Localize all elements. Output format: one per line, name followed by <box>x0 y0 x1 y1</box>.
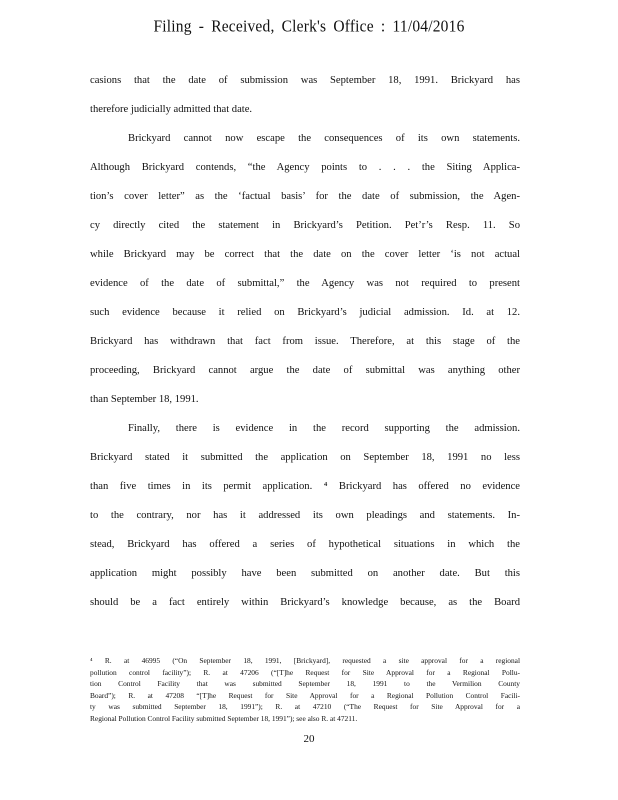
body-line: while Brickyard may be correct that the date on the cover letter ‘is not actual <box>90 249 520 260</box>
body-line: cy directly cited the statement in Brickyard’s Petition. Pet’r’s Resp. 11. So <box>90 220 520 231</box>
footnote-line: Regional Pollution Control Facility submitted September 18, 1991”); see also R. at 47211. <box>90 713 358 723</box>
footnote-line: Board”); R. at 47208 “[T]he Request for Site Approval for a Regional Pollution Control Facili- <box>90 690 520 700</box>
body-line: stead, Brickyard has offered a series of hypothetical situations in which the <box>90 539 520 550</box>
body-line: than September 18, 1991. <box>90 394 199 405</box>
footnotes <box>90 655 520 724</box>
body-line: proceeding, Brickyard cannot argue the date of submittal was anything other <box>90 365 520 376</box>
body-line: casions that the date of submission was September 18, 1991. Brickyard has <box>90 75 520 86</box>
body-line: Brickyard stated it submitted the application on September 18, 1991 no less <box>90 452 520 463</box>
body-line: Finally, there is evidence in the record supporting the admission. <box>128 423 520 434</box>
footnote-line: tion Control Facility that was submitted September 18, 1991 to the Vermilion County <box>90 679 520 688</box>
footnote-line: ty was submitted September 18, 1991”); R. at 47210 (“The Request for Site Approval for a <box>90 702 520 711</box>
body-line: such evidence because it relied on Brickyard’s judicial admission. Id. at 12. <box>90 307 520 318</box>
body-line: than five times in its permit application. ⁴ Brickyard has offered no evidence <box>90 481 520 492</box>
body-line: to the contrary, nor has it addressed its own pleadings and statements. In- <box>90 510 520 521</box>
body-line: tion’s cover letter” as the ‘factual basis’ for the date of submission, the Agen- <box>90 191 520 202</box>
page-number: 20 <box>303 733 315 745</box>
body-line: application might possibly have been submitted on another date. But this <box>90 568 520 579</box>
body-line: Brickyard cannot now escape the consequences of its own statements. <box>128 133 520 144</box>
body-line: therefore judicially admitted that date. <box>90 104 253 115</box>
footnote-line: pollution control facility”); R. at 47206 (“[T]he Request for Site Approval for a Regional Pollu- <box>90 667 520 677</box>
filing-header: Filing - Received, Clerk's Office : 11/04/2016 <box>153 16 465 36</box>
body-line: should be a fact entirely within Brickyard’s knowledge because, as the Board <box>90 597 520 608</box>
body-line: Although Brickyard contends, “the Agency points to . . . the Siting Applica- <box>90 162 520 173</box>
body-line: Brickyard has withdrawn that fact from issue. Therefore, at this stage of the <box>90 336 520 347</box>
footnote-line: ⁴ R. at 46995 (“On September 18, 1991, [Brickyard], requested a site approval for a regional <box>90 656 520 665</box>
body-line: evidence of the date of submittal,” the Agency was not required to present <box>90 278 520 289</box>
body-text <box>90 66 520 617</box>
